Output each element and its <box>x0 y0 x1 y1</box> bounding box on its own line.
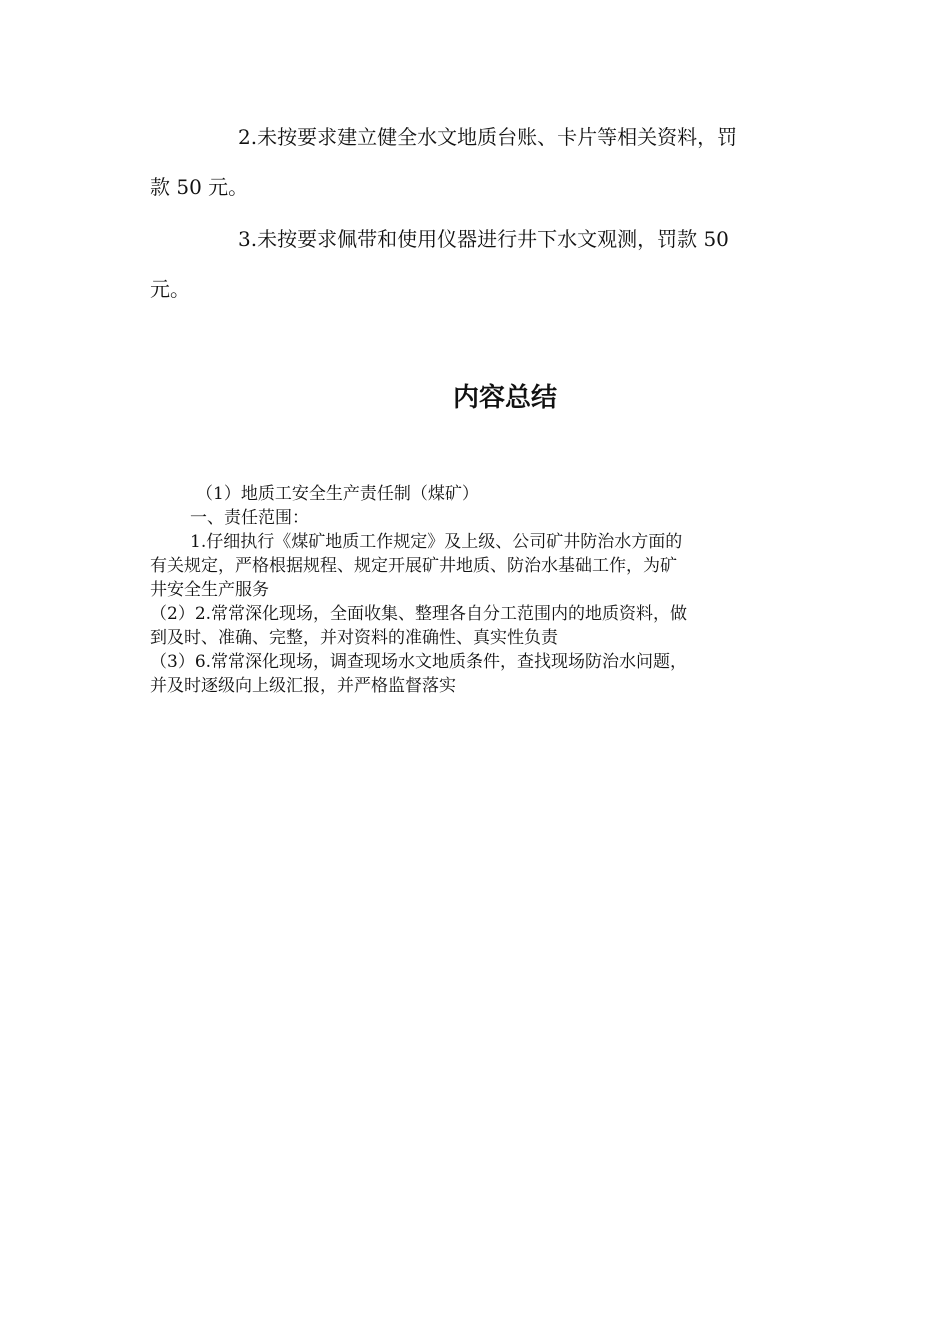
summary-line: 1.仔细执行《煤矿地质工作规定》及上级、公司矿井防治水方面的 <box>190 532 683 552</box>
rule-item-3-line-1: 3.未按要求佩带和使用仪器进行井下水文观测，罚款 50 <box>238 227 729 251</box>
rule-item-2 <box>150 112 795 212</box>
rule-item-2-line-2: 款 50 元。 <box>150 175 249 199</box>
summary-line: 有关规定，严格根据规程、规定开展矿井地质、防治水基础工作，为矿 <box>150 556 677 576</box>
summary-line: 一、责任范围： <box>190 508 309 528</box>
summary-line: 井安全生产服务 <box>150 580 269 600</box>
summary-line: （3）6.常常深化现场，调查现场水文地质条件，查找现场防治水问题， <box>150 652 688 672</box>
summary-line: （2）2.常常深化现场，全面收集、整理各自分工范围内的地质资料，做 <box>150 604 688 624</box>
summary-line: 并及时逐级向上级汇报，并严格监督落实 <box>150 676 456 696</box>
summary-body <box>150 482 795 698</box>
rule-item-2-line-1: 2.未按要求建立健全水文地质台账、卡片等相关资料，罚 <box>238 125 738 149</box>
summary-title: 内容总结 <box>452 383 557 413</box>
rule-item-3-line-2: 元。 <box>150 277 190 301</box>
summary-line: （1）地质工安全生产责任制（煤矿） <box>196 484 479 504</box>
rule-item-3 <box>150 214 795 314</box>
summary-line: 到及时、准确、完整，并对资料的准确性、真实性负责 <box>150 628 558 648</box>
